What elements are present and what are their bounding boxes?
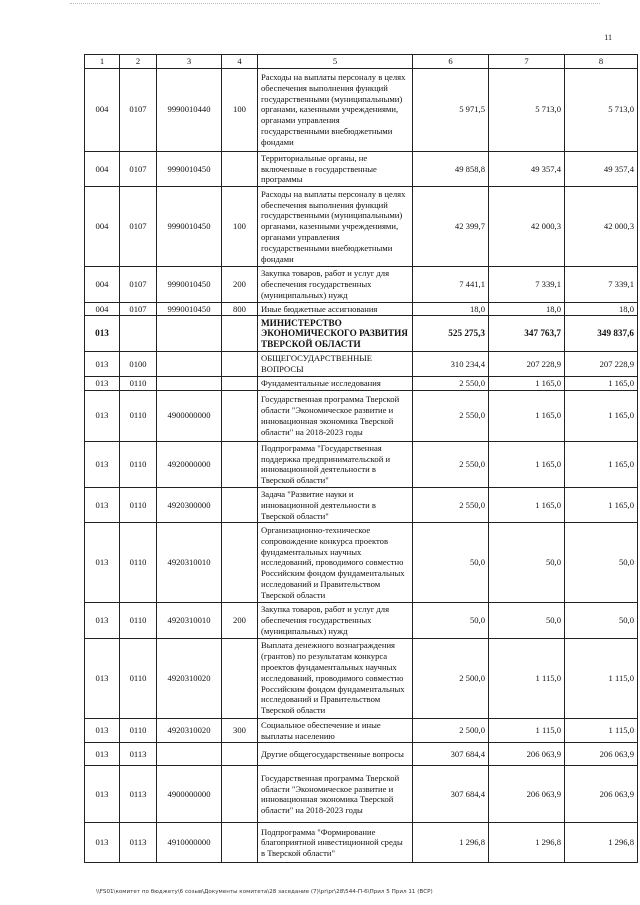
amount-col7: 7 339,1 (489, 267, 565, 302)
target-article: 4920300000 (157, 487, 222, 522)
table-row (85, 603, 638, 638)
expense-type: 100 (222, 187, 258, 267)
section-code: 0110 (120, 603, 157, 638)
expense-type: 200 (222, 267, 258, 302)
target-article: 9990010450 (157, 187, 222, 267)
table-row (85, 718, 638, 743)
section-code (120, 316, 157, 352)
item-name: Подпрограмма "Формирование благоприятной инвестиционной среды в Тверской области" (258, 823, 413, 863)
table-row (85, 523, 638, 603)
amount-col6: 307 684,4 (413, 743, 489, 766)
section-code: 0113 (120, 823, 157, 863)
amount-col7: 50,0 (489, 523, 565, 603)
item-name: Выплата денежного вознаграждения (грантов) по результатам конкурса проектов фундаментальных научных исследований, проводимого совместно Российским фондом фундаментальных исследований и Правительством Тверской области (258, 638, 413, 718)
table-row (85, 316, 638, 352)
ministry-code: 013 (85, 603, 120, 638)
expense-type: 800 (222, 302, 258, 316)
target-article: 4920310020 (157, 718, 222, 743)
amount-col6: 49 858,8 (413, 151, 489, 186)
table-row (85, 267, 638, 302)
section-code: 0110 (120, 523, 157, 603)
amount-col6: 2 550,0 (413, 376, 489, 390)
amount-col8: 7 339,1 (565, 267, 638, 302)
ministry-code: 013 (85, 743, 120, 766)
target-article: 9990010440 (157, 68, 222, 151)
item-name: Государственная программа Тверской области "Экономическое развитие и инновационная экономика Тверской области" на 2018-2023 годы (258, 390, 413, 441)
amount-col8: 207 228,9 (565, 352, 638, 377)
item-name: Расходы на выплаты персоналу в целях обеспечения выполнения функций государственными (муниципальными) органами, казенными учреждениями, органами управления государственными внебюджетными фондами (258, 187, 413, 267)
ministry-code: 004 (85, 151, 120, 186)
amount-col6: 525 275,3 (413, 316, 489, 352)
item-name: МИНИСТЕРСТВО ЭКОНОМИЧЕСКОГО РАЗВИТИЯ ТВЕРСКОЙ ОБЛАСТИ (258, 316, 413, 352)
expense-type: 200 (222, 603, 258, 638)
item-name: Подпрограмма "Государственная поддержка предпринимательской и инновационной деятельности в Тверской области" (258, 441, 413, 487)
item-name: Закупка товаров, работ и услуг для обеспечения государственных (муниципальных) нужд (258, 267, 413, 302)
amount-col8: 50,0 (565, 603, 638, 638)
ministry-code: 013 (85, 376, 120, 390)
ministry-code: 013 (85, 823, 120, 863)
page-number: 11 (604, 33, 612, 42)
amount-col8: 1 165,0 (565, 376, 638, 390)
item-name: Организационно-техническое сопровождение конкурса проектов фундаментальных научных исследований, проводимого совместно Российским фондом фундаментальных исследований и Правительством Тверской области (258, 523, 413, 603)
amount-col6: 1 296,8 (413, 823, 489, 863)
ministry-code: 013 (85, 352, 120, 377)
table-row (85, 823, 638, 863)
item-name: ОБЩЕГОСУДАРСТВЕННЫЕ ВОПРОСЫ (258, 352, 413, 377)
section-code: 0110 (120, 441, 157, 487)
section-code: 0113 (120, 743, 157, 766)
item-name: Другие общегосударственные вопросы (258, 743, 413, 766)
amount-col6: 5 971,5 (413, 68, 489, 151)
section-code: 0110 (120, 376, 157, 390)
expense-type (222, 441, 258, 487)
target-article (157, 743, 222, 766)
amount-col7: 347 763,7 (489, 316, 565, 352)
amount-col6: 2 550,0 (413, 441, 489, 487)
amount-col8: 42 000,3 (565, 187, 638, 267)
amount-col7: 1 165,0 (489, 390, 565, 441)
table-row (85, 743, 638, 766)
amount-col8: 49 357,4 (565, 151, 638, 186)
item-name: Задача "Развитие науки и инновационной деятельности в Тверской области" (258, 487, 413, 522)
expense-type (222, 151, 258, 186)
expense-type (222, 352, 258, 377)
section-code: 0110 (120, 718, 157, 743)
item-name: Закупка товаров, работ и услуг для обеспечения государственных (муниципальных) нужд (258, 603, 413, 638)
ministry-code: 013 (85, 638, 120, 718)
target-article: 4920000000 (157, 441, 222, 487)
amount-col6: 2 500,0 (413, 718, 489, 743)
amount-col7: 1 296,8 (489, 823, 565, 863)
column-number: 4 (222, 55, 258, 69)
expense-type: 300 (222, 718, 258, 743)
ministry-code: 013 (85, 487, 120, 522)
item-name: Фундаментальные исследования (258, 376, 413, 390)
amount-col7: 1 115,0 (489, 638, 565, 718)
amount-col6: 50,0 (413, 603, 489, 638)
section-code: 0110 (120, 487, 157, 522)
column-number: 6 (413, 55, 489, 69)
expense-type (222, 766, 258, 823)
expense-type (222, 823, 258, 863)
amount-col6: 2 550,0 (413, 487, 489, 522)
expense-type (222, 390, 258, 441)
item-name: Расходы на выплаты персоналу в целях обеспечения выполнения функций государственными (муниципальными) органами, казенными учреждениями, органами управления государственными внебюджетными фондами (258, 68, 413, 151)
ministry-code: 013 (85, 316, 120, 352)
item-name: Государственная программа Тверской области "Экономическое развитие и инновационная экономика Тверской области" на 2018-2023 годы (258, 766, 413, 823)
amount-col8: 1 115,0 (565, 718, 638, 743)
column-number: 7 (489, 55, 565, 69)
ministry-code: 013 (85, 766, 120, 823)
amount-col7: 50,0 (489, 603, 565, 638)
amount-col8: 1 296,8 (565, 823, 638, 863)
table-row (85, 638, 638, 718)
table-row (85, 187, 638, 267)
item-name: Иные бюджетные ассигнования (258, 302, 413, 316)
budget-table (84, 54, 638, 863)
ministry-code: 004 (85, 302, 120, 316)
expense-type (222, 376, 258, 390)
target-article (157, 316, 222, 352)
amount-col6: 2 550,0 (413, 390, 489, 441)
amount-col8: 349 837,6 (565, 316, 638, 352)
amount-col8: 206 063,9 (565, 743, 638, 766)
amount-col6: 42 399,7 (413, 187, 489, 267)
column-number: 2 (120, 55, 157, 69)
amount-col7: 1 165,0 (489, 441, 565, 487)
target-article: 4920310010 (157, 603, 222, 638)
amount-col7: 5 713,0 (489, 68, 565, 151)
item-name: Территориальные органы, не включенные в государственные программы (258, 151, 413, 186)
ministry-code: 013 (85, 523, 120, 603)
table-row (85, 390, 638, 441)
target-article: 4900000000 (157, 390, 222, 441)
amount-col8: 206 063,9 (565, 766, 638, 823)
section-code: 0107 (120, 68, 157, 151)
amount-col8: 1 165,0 (565, 441, 638, 487)
table-row (85, 352, 638, 377)
amount-col7: 207 228,9 (489, 352, 565, 377)
amount-col7: 206 063,9 (489, 766, 565, 823)
section-code: 0100 (120, 352, 157, 377)
amount-col6: 310 234,4 (413, 352, 489, 377)
section-code: 0107 (120, 302, 157, 316)
amount-col7: 18,0 (489, 302, 565, 316)
column-number: 8 (565, 55, 638, 69)
column-number: 5 (258, 55, 413, 69)
item-name: Социальное обеспечение и иные выплаты населению (258, 718, 413, 743)
amount-col7: 42 000,3 (489, 187, 565, 267)
section-code: 0110 (120, 390, 157, 441)
ministry-code: 004 (85, 267, 120, 302)
ministry-code: 004 (85, 187, 120, 267)
section-code: 0107 (120, 151, 157, 186)
amount-col8: 50,0 (565, 523, 638, 603)
table-row (85, 151, 638, 186)
column-number: 1 (85, 55, 120, 69)
target-article (157, 352, 222, 377)
table-row (85, 487, 638, 522)
ministry-code: 013 (85, 390, 120, 441)
ministry-code: 004 (85, 68, 120, 151)
amount-col7: 1 165,0 (489, 487, 565, 522)
section-code: 0113 (120, 766, 157, 823)
amount-col6: 7 441,1 (413, 267, 489, 302)
ministry-code: 013 (85, 441, 120, 487)
section-code: 0107 (120, 267, 157, 302)
expense-type (222, 523, 258, 603)
column-number-row (85, 55, 638, 69)
target-article: 4910000000 (157, 823, 222, 863)
table-row (85, 376, 638, 390)
amount-col7: 49 357,4 (489, 151, 565, 186)
amount-col6: 18,0 (413, 302, 489, 316)
file-path-footer: \\FS01\комитет по бюджету\6 созыв\Документы комитета\28 заседание (7)\pr\pr\28\544-П-6\Прил 5 Прил 11 (ВСР) (96, 889, 433, 895)
table-row (85, 302, 638, 316)
amount-col8: 1 165,0 (565, 390, 638, 441)
target-article: 9990010450 (157, 267, 222, 302)
expense-type (222, 743, 258, 766)
amount-col8: 1 165,0 (565, 487, 638, 522)
amount-col8: 5 713,0 (565, 68, 638, 151)
section-code: 0110 (120, 638, 157, 718)
column-number: 3 (157, 55, 222, 69)
ministry-code: 013 (85, 718, 120, 743)
table-row (85, 766, 638, 823)
expense-type (222, 487, 258, 522)
target-article: 9990010450 (157, 302, 222, 316)
expense-type: 100 (222, 68, 258, 151)
amount-col6: 2 500,0 (413, 638, 489, 718)
amount-col8: 18,0 (565, 302, 638, 316)
expense-type (222, 638, 258, 718)
amount-col7: 1 115,0 (489, 718, 565, 743)
target-article: 4920310010 (157, 523, 222, 603)
amount-col6: 50,0 (413, 523, 489, 603)
expense-type (222, 316, 258, 352)
amount-col6: 307 684,4 (413, 766, 489, 823)
table-row (85, 68, 638, 151)
target-article: 4920310020 (157, 638, 222, 718)
amount-col7: 206 063,9 (489, 743, 565, 766)
table-row (85, 441, 638, 487)
target-article: 9990010450 (157, 151, 222, 186)
target-article: 4900000000 (157, 766, 222, 823)
scan-edge-noise (70, 3, 600, 8)
section-code: 0107 (120, 187, 157, 267)
target-article (157, 376, 222, 390)
amount-col8: 1 115,0 (565, 638, 638, 718)
amount-col7: 1 165,0 (489, 376, 565, 390)
